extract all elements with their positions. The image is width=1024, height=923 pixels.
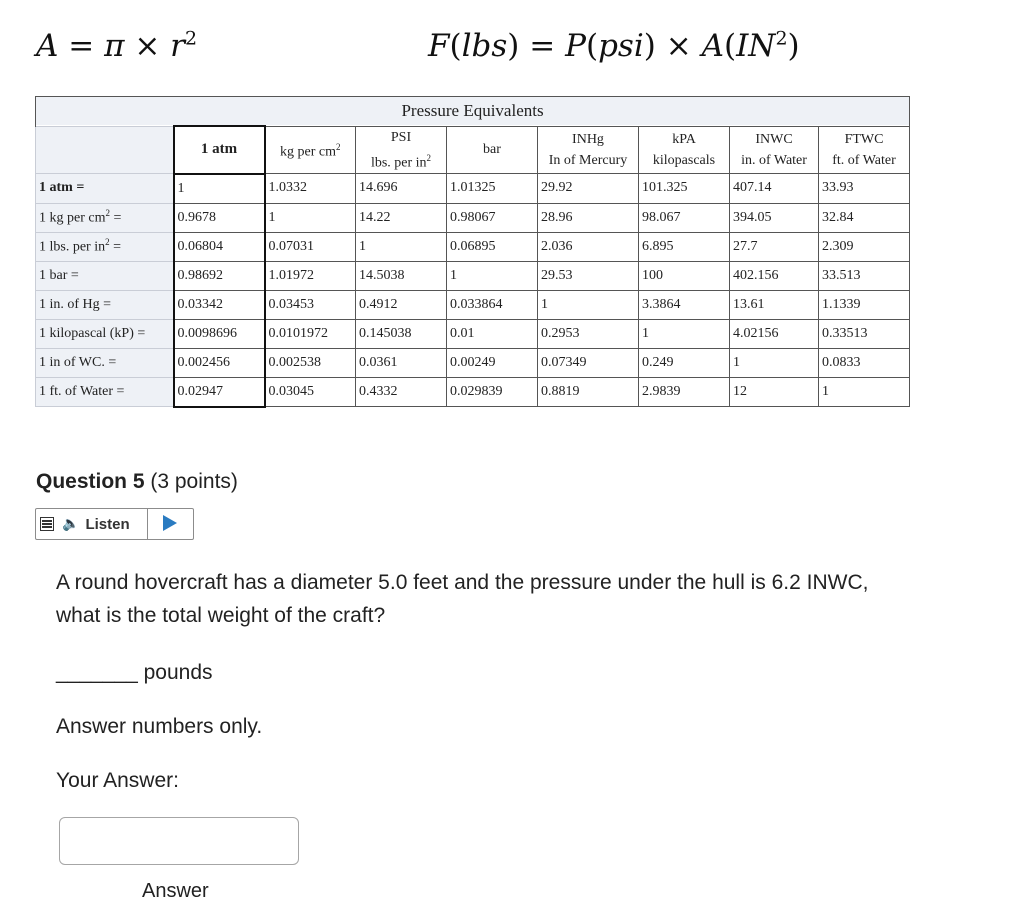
header-psi: PSI lbs. per $in^2$	[356, 126, 447, 174]
header-corner	[36, 126, 174, 174]
table-cell: 0.33513	[819, 319, 910, 348]
table-cell: 0.06804	[174, 232, 265, 261]
table-cell: 402.156	[730, 261, 819, 290]
table-cell: 1	[639, 319, 730, 348]
table-cell: 101.325	[639, 174, 730, 204]
menu-icon[interactable]	[40, 517, 54, 531]
table-cell: 13.61	[730, 290, 819, 319]
table-row	[36, 232, 910, 261]
table-cell: 0.8819	[538, 377, 639, 407]
row-label: 1 in of WC. =	[36, 348, 174, 377]
answer-input[interactable]	[59, 817, 299, 865]
table-cell: 0.002538	[265, 348, 356, 377]
table-cell: 2.9839	[639, 377, 730, 407]
table-row	[36, 290, 910, 319]
row-label: 1 bar =	[36, 261, 174, 290]
table-cell: 2.036	[538, 232, 639, 261]
table-cell: 2.309	[819, 232, 910, 261]
table-cell: 33.93	[819, 174, 910, 204]
table-cell: 0.002456	[174, 348, 265, 377]
table-row	[36, 261, 910, 290]
table-cell: 0.03342	[174, 290, 265, 319]
table-cell: 0.06895	[447, 232, 538, 261]
area-formula: $A = \pi \times r^2$	[36, 27, 198, 64]
table-cell: 6.895	[639, 232, 730, 261]
answer-instruction: Answer numbers only.	[56, 715, 263, 738]
table-cell: 12	[730, 377, 819, 407]
table-row	[36, 174, 910, 204]
table-cell: 29.92	[538, 174, 639, 204]
table-cell: 98.067	[639, 203, 730, 232]
play-icon[interactable]	[163, 515, 177, 531]
table-title: Pressure Equivalents	[36, 97, 910, 127]
table-cell: 0.9678	[174, 203, 265, 232]
answer-blank-line: _______ pounds	[56, 661, 213, 684]
table-cell: 1.01325	[447, 174, 538, 204]
table-cell: 0.07031	[265, 232, 356, 261]
table-cell: 14.696	[356, 174, 447, 204]
table-cell: 1	[819, 377, 910, 407]
table-cell: 27.7	[730, 232, 819, 261]
table-cell: 1	[265, 203, 356, 232]
table-cell: 33.513	[819, 261, 910, 290]
question-text: A round hovercraft has a diameter 5.0 feet and the pressure under the hull is 6.2 INWC, what is the total weight of the craft?	[56, 571, 869, 627]
table-cell: 1	[447, 261, 538, 290]
header-inwc: INWC in. of Water	[730, 126, 819, 174]
table-cell: 0.0361	[356, 348, 447, 377]
header-atm: 1 atm	[174, 126, 265, 174]
row-label: 1 atm =	[36, 174, 174, 204]
table-cell: 14.22	[356, 203, 447, 232]
listen-label: Listen	[85, 515, 130, 533]
table-cell: 4.02156	[730, 319, 819, 348]
table-cell: 0.98692	[174, 261, 265, 290]
table-cell: 1	[174, 174, 265, 204]
table-cell: 1.01972	[265, 261, 356, 290]
table-cell: 32.84	[819, 203, 910, 232]
table-cell: 3.3864	[639, 290, 730, 319]
row-label: 1 in. of Hg =	[36, 290, 174, 319]
header-inhg: INHg In of Mercury	[538, 126, 639, 174]
speaker-icon: 🔈	[62, 516, 80, 532]
table-cell: 0.03453	[265, 290, 356, 319]
header-ftwc: FTWC ft. of Water	[819, 126, 910, 174]
table-row	[36, 348, 910, 377]
table-cell: 0.029839	[447, 377, 538, 407]
table-cell: 0.02947	[174, 377, 265, 407]
table-cell: 1.1339	[819, 290, 910, 319]
table-cell: 0.4912	[356, 290, 447, 319]
table-cell: 0.03045	[265, 377, 356, 407]
table-cell: 1	[730, 348, 819, 377]
row-label: 1 kilopascal (kP) =	[36, 319, 174, 348]
table-cell: 0.2953	[538, 319, 639, 348]
header-kpa: kPA kilopascals	[639, 126, 730, 174]
table-cell: 0.00249	[447, 348, 538, 377]
your-answer-label: Your Answer:	[56, 769, 179, 792]
table-cell: 0.0101972	[265, 319, 356, 348]
question-title: Question 5 (3 points)	[36, 470, 238, 493]
table-cell: 0.01	[447, 319, 538, 348]
force-formula: $F(lbs) = P(psi) \times A(IN^2)$	[428, 27, 800, 64]
table-cell: 0.98067	[447, 203, 538, 232]
row-label: 1 lbs. per $in^2$ =	[36, 232, 174, 261]
answer-caption: Answer	[142, 880, 209, 902]
table-cell: 1.0332	[265, 174, 356, 204]
table-cell: 100	[639, 261, 730, 290]
table-cell: 28.96	[538, 203, 639, 232]
table-cell: 0.145038	[356, 319, 447, 348]
row-label: 1 kg per $cm^2$ =	[36, 203, 174, 232]
table-cell: 0.07349	[538, 348, 639, 377]
listen-button[interactable]	[35, 508, 194, 540]
table-cell: 1	[538, 290, 639, 319]
table-cell: 14.5038	[356, 261, 447, 290]
table-cell: 0.249	[639, 348, 730, 377]
header-bar: bar	[447, 126, 538, 174]
row-label: 1 ft. of Water =	[36, 377, 174, 407]
header-kg-per-cm2: kg per $cm^2$	[265, 126, 356, 174]
table-row	[36, 377, 910, 407]
table-cell: 407.14	[730, 174, 819, 204]
table-cell: 1	[356, 232, 447, 261]
table-cell: 0.033864	[447, 290, 538, 319]
table-cell: 0.4332	[356, 377, 447, 407]
table-cell: 0.0098696	[174, 319, 265, 348]
table-row	[36, 203, 910, 232]
pressure-equivalents-table	[35, 96, 909, 408]
table-cell: 394.05	[730, 203, 819, 232]
table-cell: 29.53	[538, 261, 639, 290]
table-row	[36, 319, 910, 348]
table-cell: 0.0833	[819, 348, 910, 377]
